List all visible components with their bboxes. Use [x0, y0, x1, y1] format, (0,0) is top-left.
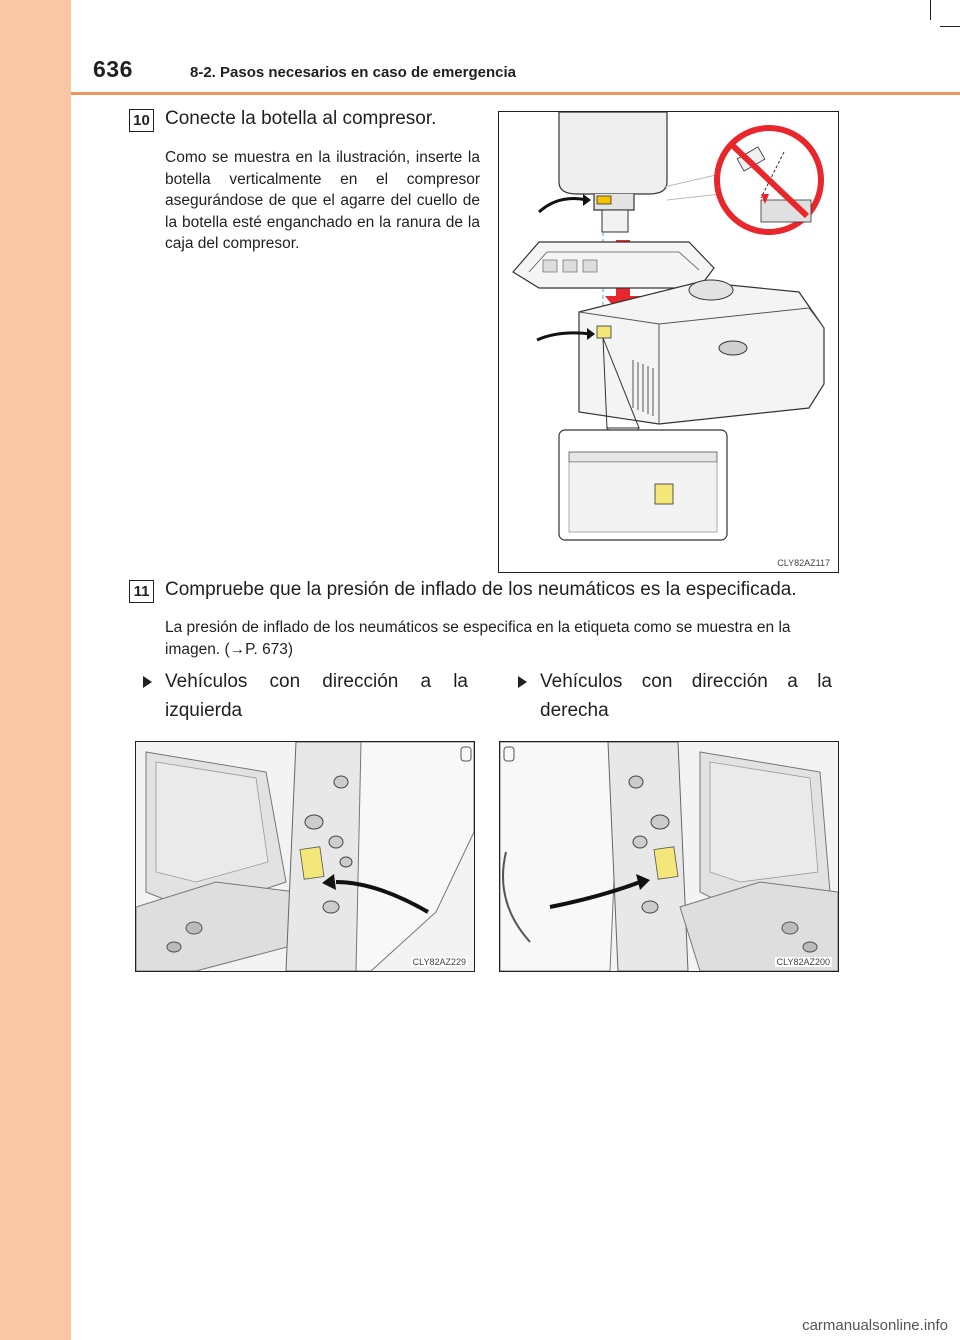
variant-label-left: Vehículos con dirección a la izquierda	[165, 671, 468, 721]
figure-code: CLY82AZ117	[777, 558, 830, 568]
figure-code: CLY82AZ229	[412, 957, 466, 967]
crop-mark	[940, 26, 960, 27]
step-body-text: La presión de inflado de los neumáticos se especifica en la etiqueta como se muestra en la imagen. (→P. 673)	[165, 619, 791, 658]
step-title: Compruebe que la presión de inflado de los neumáticos es la especificada.	[165, 579, 797, 600]
variant-label-right: Vehículos con dirección a la derecha	[540, 671, 832, 721]
bullet-triangle-icon	[143, 676, 152, 688]
footer-site: carmanualsonline.info	[802, 1317, 948, 1334]
page-number: 636	[93, 56, 133, 82]
door-pillar-illustration-left	[135, 741, 475, 972]
step-number-badge: 11	[129, 580, 154, 603]
bullet-triangle-icon	[518, 676, 527, 688]
section-title: 8-2. Pasos necesarios en caso de emergencia	[190, 64, 517, 81]
chapter-sidebar	[0, 0, 71, 1340]
step-title: Conecte la botella al compresor.	[165, 108, 437, 129]
compressor-illustration	[498, 111, 839, 573]
door-pillar-illustration-right	[499, 741, 839, 972]
step-body-text: Como se muestra en la ilustración, inserte la botella verticalmente en el compresor asegurándose de que el agarre del cuello de la botella esté enganchado en la ranura de la caja del compresor.	[165, 149, 480, 252]
crop-mark	[930, 0, 931, 20]
step-number-badge: 10	[129, 109, 154, 132]
figure-code: CLY82AZ200	[776, 957, 830, 967]
header-rule	[71, 92, 960, 95]
